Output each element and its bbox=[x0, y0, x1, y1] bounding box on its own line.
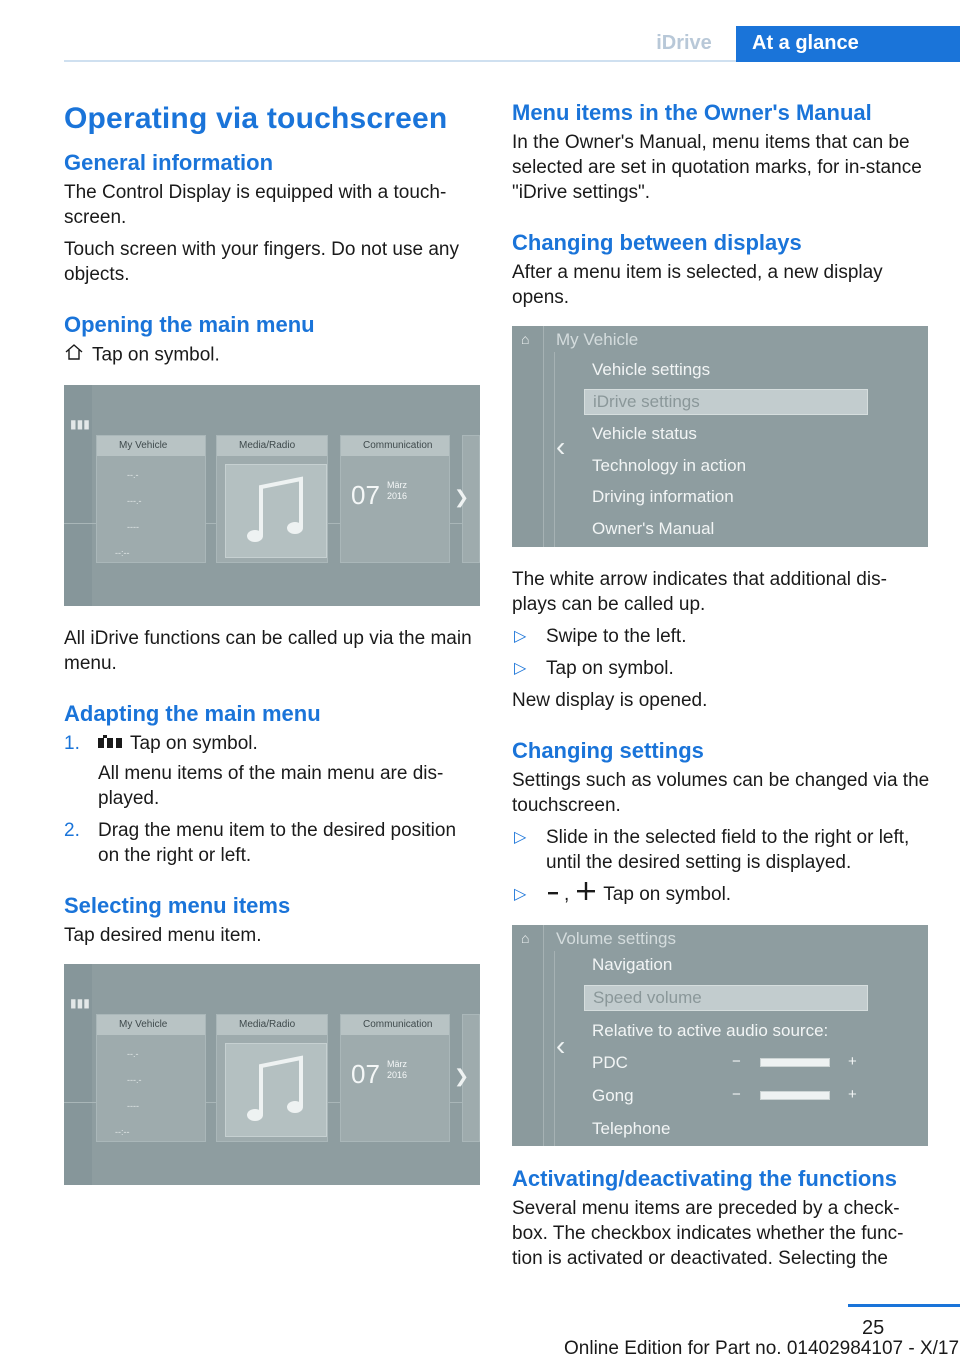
card-title: Communication bbox=[341, 436, 449, 456]
card-title: My Vehicle bbox=[97, 1015, 205, 1035]
heading-opening-main-menu: Opening the main menu bbox=[64, 312, 315, 337]
menu-card-my-vehicle bbox=[96, 435, 206, 563]
bullet-item bbox=[512, 624, 930, 649]
bullet-list bbox=[512, 825, 930, 907]
list-item: Navigation bbox=[592, 955, 673, 975]
list-item: Driving information bbox=[592, 487, 734, 506]
page-title: Operating via touchscreen bbox=[64, 102, 448, 135]
minus-icon: − bbox=[732, 1086, 741, 1104]
paragraph: The white arrow indicates that additional dis‐plays can be called up. bbox=[512, 569, 887, 615]
heading-general-information: General information bbox=[64, 150, 274, 175]
card-row: ---.- bbox=[127, 496, 142, 506]
date-year: 2016 bbox=[387, 1070, 408, 1081]
date-month-year bbox=[387, 1059, 407, 1081]
bullet-text: Tap on symbol. bbox=[603, 884, 732, 905]
list-item-selected: Speed volume bbox=[584, 985, 868, 1011]
screen-sidebar bbox=[512, 925, 544, 1146]
main-menu-screenshot bbox=[64, 385, 480, 606]
paragraph: New display is opened. bbox=[512, 690, 708, 711]
triangle-bullet-icon: ▷ bbox=[514, 628, 527, 645]
step-number: 2. bbox=[64, 820, 80, 842]
screen-divider bbox=[545, 951, 555, 1146]
plus-icon bbox=[577, 882, 595, 907]
bullet-item bbox=[512, 882, 930, 907]
home-icon: ⌂ bbox=[521, 930, 530, 947]
card-row: --.- bbox=[127, 1049, 139, 1060]
step-text: Drag the menu item to the desired position on the right or left. bbox=[98, 820, 457, 867]
plus-icon: + bbox=[848, 1053, 857, 1071]
menu-card-my-vehicle bbox=[96, 1014, 206, 1142]
card-title: Communication bbox=[341, 1015, 449, 1035]
page-number: 25 bbox=[862, 1317, 885, 1339]
date-month: März bbox=[387, 1059, 407, 1070]
list-item: Relative to active audio source: bbox=[592, 1021, 829, 1041]
heading-changing-settings: Changing settings bbox=[512, 738, 704, 763]
paragraph: Settings such as volumes can be changed via the touchscreen. bbox=[512, 770, 930, 816]
date-day: 07 bbox=[351, 1059, 380, 1090]
heading-activating-deactivating: Activating/deactivating the functions bbox=[512, 1166, 898, 1192]
card-title: My Vehicle bbox=[97, 436, 205, 456]
screen-divider bbox=[545, 352, 555, 547]
list-item: Owner's Manual bbox=[592, 519, 715, 538]
steps-list bbox=[64, 731, 480, 868]
footer-rule bbox=[848, 1304, 960, 1307]
card-row: ---- bbox=[127, 522, 139, 532]
pdc-slider bbox=[760, 1058, 830, 1067]
instruction-tap-home bbox=[64, 342, 480, 369]
paragraph: All iDrive functions can be called up via the main menu. bbox=[64, 628, 472, 674]
step-1 bbox=[64, 731, 480, 811]
list-item: Vehicle settings bbox=[592, 360, 711, 379]
minus-icon bbox=[546, 882, 560, 907]
chevron-left-icon: ‹ bbox=[556, 1030, 566, 1062]
adapt-menu-icon: ▮▮▮ bbox=[70, 417, 90, 431]
section-tab: At a glance bbox=[736, 26, 960, 62]
date-day: 07 bbox=[351, 480, 380, 510]
paragraph: After a menu item is selected, a new display opens. bbox=[512, 262, 883, 308]
list-item: Vehicle status bbox=[592, 424, 697, 443]
heading-adapting-main-menu: Adapting the main menu bbox=[64, 701, 321, 726]
chevron-left-icon: ‹ bbox=[556, 431, 566, 462]
list-item-selected: iDrive settings bbox=[584, 389, 868, 415]
paragraph: Touch screen with your fingers. Do not use any objects. bbox=[64, 239, 459, 285]
triangle-bullet-icon: ▷ bbox=[514, 829, 527, 846]
volume-settings-screenshot bbox=[512, 925, 928, 1146]
heading-menu-items-owners-manual: Menu items in the Owner's Manual bbox=[512, 100, 872, 125]
minus-icon: − bbox=[732, 1053, 741, 1071]
music-note-icon bbox=[225, 464, 327, 558]
paragraph: Tap desired menu item. bbox=[64, 925, 262, 947]
home-icon bbox=[64, 342, 84, 369]
adapt-menu-icon: ▮▮▮ bbox=[70, 996, 90, 1011]
gong-slider bbox=[760, 1091, 830, 1100]
menu-blocks-icon bbox=[98, 731, 122, 756]
bullet-text: Swipe to the left. bbox=[546, 626, 687, 647]
right-column bbox=[512, 100, 930, 1278]
edition-note: Online Edition for Part no. 01402984107 - X/17 bbox=[564, 1338, 960, 1359]
card-row: ---.- bbox=[127, 1075, 142, 1086]
step-number: 1. bbox=[64, 733, 80, 754]
screen-title: My Vehicle bbox=[556, 330, 639, 349]
card-row: ---- bbox=[127, 1101, 139, 1112]
paragraph: In the Owner's Manual, menu items that can be selected are set in quotation marks, for in‐stance "iDrive settings". bbox=[512, 132, 922, 203]
menu-card-communication bbox=[340, 1014, 450, 1142]
date-month-year bbox=[387, 480, 407, 502]
list-item: PDC bbox=[592, 1053, 628, 1073]
bullet-item bbox=[512, 825, 930, 875]
step-sub: All menu items of the main menu are dis‐played. bbox=[98, 763, 444, 810]
music-note-icon bbox=[225, 1043, 327, 1137]
instruction-text: Tap on symbol. bbox=[92, 344, 220, 366]
my-vehicle-screenshot bbox=[512, 326, 928, 547]
paragraph: The Control Display is equipped with a touch‐screen. bbox=[64, 182, 447, 228]
heading-selecting-menu-items: Selecting menu items bbox=[64, 893, 291, 919]
card-row: --:-- bbox=[115, 1127, 130, 1138]
chapter-label: iDrive bbox=[656, 32, 712, 54]
bullet-text: Slide in the selected field to the right or left, until the desired setting is displayed. bbox=[546, 827, 910, 873]
heading-changing-displays: Changing between displays bbox=[512, 230, 802, 255]
list-item: Gong bbox=[592, 1086, 634, 1106]
step-text: Tap on symbol. bbox=[130, 733, 258, 754]
card-row: --:-- bbox=[115, 548, 130, 558]
screen-title: Volume settings bbox=[556, 929, 677, 949]
bullet-item bbox=[512, 656, 930, 681]
date-month: März bbox=[387, 480, 407, 490]
chevron-right-icon: ❯ bbox=[454, 1066, 470, 1087]
triangle-bullet-icon: ▷ bbox=[514, 886, 527, 903]
separator: , bbox=[564, 884, 570, 905]
triangle-bullet-icon: ▷ bbox=[514, 660, 527, 677]
home-icon: ⌂ bbox=[521, 331, 530, 347]
menu-card-media-radio bbox=[216, 1014, 328, 1142]
menu-card-media-radio bbox=[216, 435, 328, 563]
paragraph: Several menu items are preceded by a check‐box. The checkbox indicates whether the func‐tion is activated or deactivated. Selecting the bbox=[512, 1198, 904, 1270]
chevron-right-icon: ❯ bbox=[454, 487, 470, 507]
left-column bbox=[64, 100, 480, 1205]
card-title: Media/Radio bbox=[217, 436, 327, 456]
menu-card-communication bbox=[340, 435, 450, 563]
main-menu-screenshot-2 bbox=[64, 964, 480, 1185]
step-2 bbox=[64, 818, 480, 868]
list-item: Telephone bbox=[592, 1119, 671, 1139]
date-year: 2016 bbox=[387, 491, 408, 501]
plus-icon: + bbox=[848, 1086, 857, 1104]
screen-sidebar bbox=[512, 326, 544, 547]
bullet-text: Tap on symbol. bbox=[546, 658, 674, 679]
bullet-list bbox=[512, 624, 930, 681]
card-title: Media/Radio bbox=[217, 1015, 327, 1035]
list-item: Technology in action bbox=[592, 456, 747, 475]
card-row: --.- bbox=[127, 470, 139, 480]
